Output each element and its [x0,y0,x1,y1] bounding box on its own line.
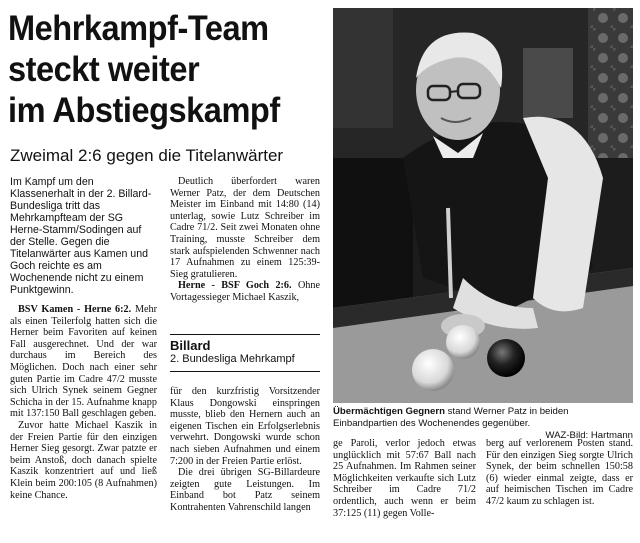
section1-text: Mehr als einen Teilerfolg hatten sich die Herner beim Favoriten auf keinen Fall ausgerechnet. Und der war durchaus im Bereich des Möglichen. Doch nach einer sehr guten Partie im Cadre 47/2 musste sich Ulrich Synek seinem Gegner Schicha in der 15. Aufnahme knapp mit 137:150 Ball geschlagen geben. [10,304,158,420]
column-2-continued [170,386,320,514]
col2b-paragraph-2: Die drei übrigen SG-Billardeure zeigten gute Leistungen. Im Einband bot Patz seinem Kontrahenten Vahrenschild langen [170,467,320,513]
col3-paragraph: ge Paroli, verlor jedoch etwas unglücklich mit 57:67 Ball nach 25 Aufnahmen. Im Rahmen seiner Möglichkeiten verkaufte sich Lutz Schreiber im Cadre 71/2 ordentlich, auch wenn er beim 37:125 (11) gegen Volle- [333,438,476,519]
headline-line-3: im Abstiegskampf [8,91,280,130]
photo-caption [333,406,633,442]
headline [8,8,306,131]
white-ball [412,349,454,391]
col2b-paragraph: für den kurzfristig Vorsitzender Klaus Dongowski einspringen musste, blieb den Hernern auch an eigenen Tischen ein Erfolgserlebnis verwehrt. Dongowski wurde schon nach sieben Aufnahmen und einem 7:200 in der Freien Partie erlöst. [170,386,320,467]
black-ball [487,339,525,377]
intro-paragraph: Im Kampf um den Klassenerhalt in der 2. Billard-Bundesliga tritt das Mehrkampfteam der SG Herne-Stamm/Sodingen auf der Stelle. Gegen die Titelanwärter aus Kamen und Goch reichte es am Wochenende nicht zu einem Punktgewinn. [10,176,152,296]
label-rule-bottom [170,371,320,372]
section1-heading: BSV Kamen - Herne 6:2. [18,304,132,315]
section2-paragraph [170,280,320,303]
column-3 [333,438,476,519]
label-subtitle: 2. Bundesliga Mehrkampf [170,353,295,365]
label-title: Billard [170,338,211,353]
col4-paragraph: berg auf verlorenem Posten stand. Für den einzigen Sieg sorgte Ulrich Synek, der beim schnellen 150:58 (6) wieder einmal zeigte, dass er auf heimischen Tischen im Cadre 47/2 kaum zu schlagen ist. [486,438,633,507]
section2-text: Ohne Vortagessieger Michael Kaszik, [170,280,321,303]
caption-bold: Übermächtigen Gegnern [333,406,445,417]
photo-credit: WAZ-Bild: Hartmann [545,430,633,441]
section2-heading: Herne - BSF Goch 2:6. [178,280,292,292]
column-1 [10,176,157,501]
column-4 [486,438,633,508]
headline-line-2: steckt weiter [8,50,200,89]
section-label [170,334,320,372]
billiards-photo [333,8,633,403]
white-ball-2 [446,325,480,359]
subheadline: Zweimal 2:6 gegen die Titelanwärter [10,146,284,165]
section1-paragraph [10,304,157,420]
section1-paragraph-2: Zuvor hatte Michael Kaszik in der Freien Partie für den einzigen Herner Sieg gesorgt. Zwar patzte er beim Anstoß, doch danach spielte Kaszik konzentriert auf und ließ Klein beim 200:105 (8 Aufnahmen) keine Chance. [10,419,157,501]
label-rule-top [170,334,320,335]
caption-text: stand Werner Patz in beiden Einbandpartien des Wochenendes gegenüber. [333,406,569,429]
col2-paragraph: Deutlich überfordert waren Werner Patz, der dem Deutschen Meister im Einband mit 14:80 (14) unterlag, sowie Lutz Schreiber im Cadre 71/2. Seit zwei Monaten ohne Training, musste Schreiber dem stark aufspielenden Schwenner nach 17 Aufnahmen zu einem 125:39-Sieg gratulieren. [170,176,320,280]
headline-line-1: Mehrkampf-Team [8,9,269,48]
billiards-player-illustration [333,8,633,403]
column-2 [170,176,320,304]
